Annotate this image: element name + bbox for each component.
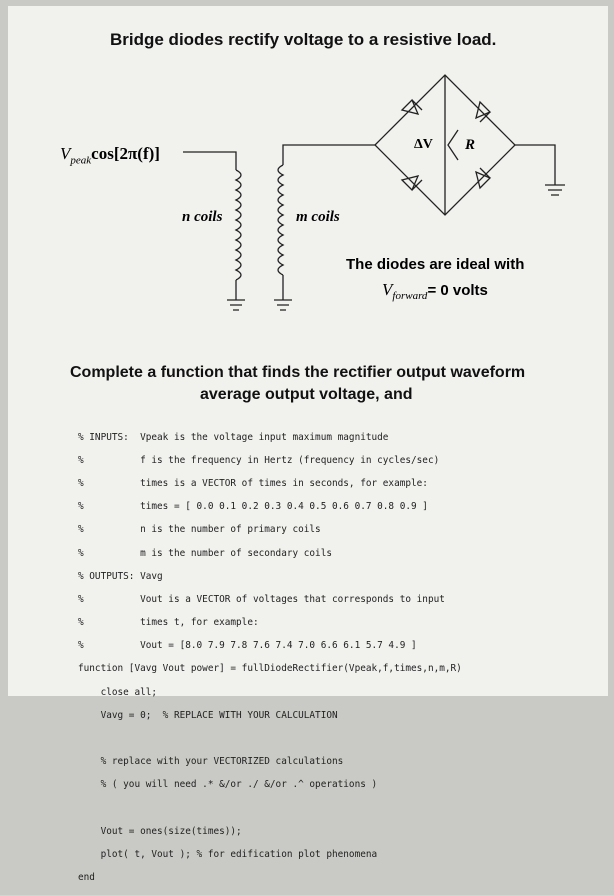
delta-v-label: ΔV (414, 137, 433, 152)
secondary-coil (278, 165, 283, 275)
code-line: plot( t, Vout ); % for edification plot phenomena (78, 848, 378, 860)
source-voltage-label: $V_{peak}\cos[2\pi(f)]$ (60, 144, 160, 167)
circuit-diagram (0, 0, 614, 360)
m-coils-label: m coils (296, 209, 340, 225)
code-line: % f is the frequency in Hertz (frequency in cycles/sec) (78, 454, 440, 466)
code-line: % times t, for example: (78, 617, 259, 629)
forward-voltage-text: $V_{forward}= 0$ volts (382, 280, 488, 302)
code-line: % times is a VECTOR of times in seconds, for example: (78, 477, 428, 489)
code-line (78, 803, 462, 815)
code-line: % times = [ 0.0 0.1 0.2 0.3 0.4 0.5 0.6 0.7 0.8 0.9 ] (78, 501, 428, 513)
diode-bottom-left (402, 176, 422, 190)
code-line: function [Vavg Vout power] = fullDiodeRectifier(Vpeak,f,times,n,m,R) (78, 663, 462, 675)
code-line: % INPUTS: Vpeak is the voltage input maximum magnitude (78, 431, 389, 443)
diode-top-right (476, 102, 490, 122)
code-line: % Vout is a VECTOR of voltages that corresponds to input (78, 593, 445, 605)
diode-top-left (402, 100, 422, 114)
n-coils-label: n coils (182, 209, 223, 225)
diode-bottom-right (476, 168, 490, 188)
primary-ground (227, 300, 245, 310)
code-line (78, 733, 462, 745)
code-line: % replace with your VECTORIZED calculations (78, 756, 344, 768)
bridge-ground (545, 185, 565, 195)
code-line: Vout = ones(size(times)); (78, 825, 242, 837)
source-wire (183, 152, 236, 170)
code-line: % n is the number of primary coils (78, 524, 321, 536)
resistor-symbol (448, 130, 458, 160)
primary-coil (236, 170, 241, 280)
code-line: end (78, 872, 95, 884)
bridge-input-wire (283, 145, 375, 150)
ideal-diodes-text: The diodes are ideal with (346, 256, 525, 273)
secondary-ground (274, 300, 292, 310)
code-line: % ( you will need .* &/or ./ &/or .^ operations ) (78, 779, 378, 791)
code-block (78, 420, 462, 895)
code-line: % Vout = [8.0 7.9 7.8 7.6 7.4 7.0 6.6 6.1 5.7 4.9 ] (78, 640, 417, 652)
code-line: Vavg = 0; % REPLACE WITH YOUR CALCULATION (78, 709, 338, 721)
prompt-line-2: average output voltage, and (200, 386, 413, 403)
resistor-label: R (465, 137, 476, 153)
code-line: % OUTPUTS: Vavg (78, 570, 163, 582)
code-line: close all; (78, 686, 158, 698)
prompt-line-1: Complete a function that finds the rectifier output waveform (70, 364, 526, 381)
code-line: % m is the number of secondary coils (78, 547, 332, 559)
page-title: Bridge diodes rectify voltage to a resistive load. (110, 30, 497, 49)
